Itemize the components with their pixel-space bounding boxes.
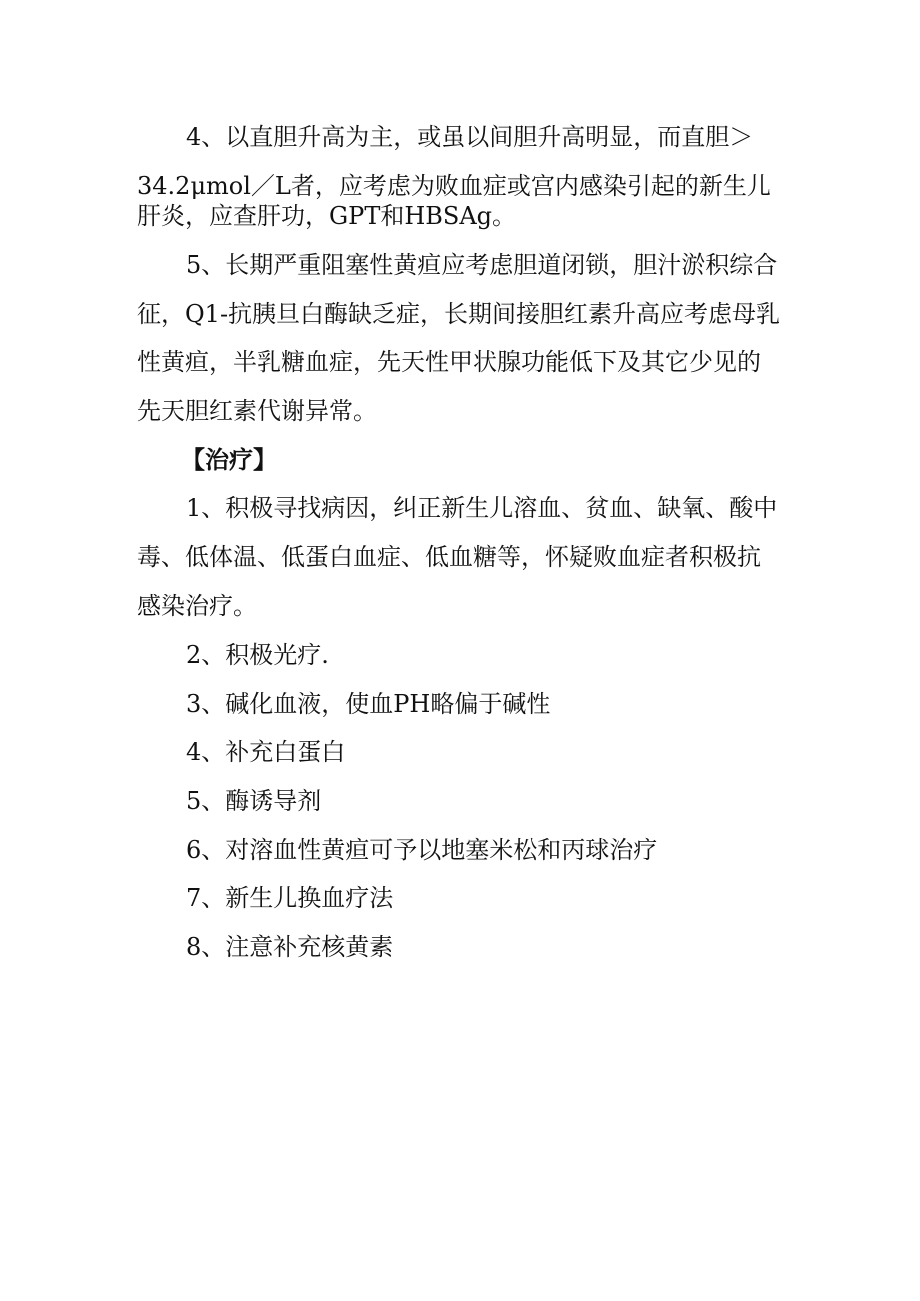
treatment-item-1-line-1: 1、积极寻找病因，纠正新生儿溶血、贫血、缺氧、酸中	[186, 494, 778, 522]
treatment-item-5: 5、酶诱导剂	[186, 787, 322, 815]
treatment-item-8: 8、注意补充核黄素	[186, 933, 394, 961]
treatment-item-7: 7、新生儿换血疗法	[186, 884, 394, 912]
treatment-item-3: 3、碱化血液，使血PH略偏于碱性	[186, 690, 551, 718]
paragraph-5-line-4: 先天胆红素代谢异常。	[137, 397, 377, 425]
paragraph-4-line-3: 肝炎，应查肝功，GPT和HBSAg。	[137, 202, 517, 230]
treatment-item-2: 2、积极光疗.	[186, 641, 329, 669]
paragraph-5-line-1: 5、长期严重阻塞性黄疸应考虑胆道闭锁，胆汁淤积综合	[186, 251, 778, 279]
paragraph-4-line-2: 34.2μmol／L者，应考虑为败血症或宫内感染引起的新生儿	[137, 172, 771, 200]
treatment-item-1-line-2: 毒、低体温、低蛋白血症、低血糖等，怀疑败血症者积极抗	[137, 543, 761, 571]
paragraph-4-line-1: 4、以直胆升高为主，或虽以间胆升高明显，而直胆＞	[186, 123, 754, 151]
paragraph-5-line-2: 征，Q1-抗胰旦白酶缺乏症，长期间接胆红素升高应考虑母乳	[137, 300, 781, 328]
treatment-item-4: 4、补充白蛋白	[186, 738, 346, 766]
treatment-heading: 【治疗】	[181, 445, 277, 474]
treatment-item-1-line-3: 感染治疗。	[137, 592, 257, 620]
paragraph-5-line-3: 性黄疸，半乳糖血症，先天性甲状腺功能低下及其它少见的	[137, 348, 761, 376]
treatment-item-6: 6、对溶血性黄疸可予以地塞米松和丙球治疗	[186, 836, 658, 864]
